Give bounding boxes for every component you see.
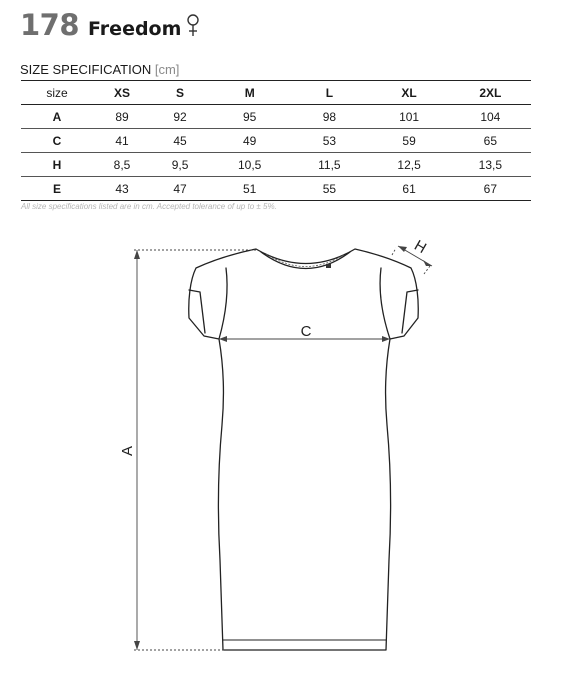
table-cell: 65	[450, 129, 531, 153]
table-cell: 53	[290, 129, 368, 153]
neckline-trim	[261, 252, 350, 269]
table-cell: 104	[450, 105, 531, 129]
table-cell: 92	[151, 105, 209, 129]
table-cell: 8,5	[93, 153, 151, 177]
table-cell: 95	[209, 105, 290, 129]
neck-label	[326, 264, 331, 268]
table-cell: 101	[368, 105, 449, 129]
table-cell: 89	[93, 105, 151, 129]
left-armhole-seam	[219, 268, 227, 339]
row-label: H	[21, 153, 93, 177]
section-title-text: SIZE SPECIFICATION	[20, 62, 152, 77]
table-cell: 13,5	[450, 153, 531, 177]
left-sleeve-cuff	[189, 290, 205, 333]
neckline-stitch	[266, 254, 345, 267]
model-name: Freedom	[88, 18, 182, 40]
dimension-label-h: H	[411, 237, 430, 258]
table-cell: 12,5	[368, 153, 449, 177]
table-cell: 98	[290, 105, 368, 129]
table-cell: 45	[151, 129, 209, 153]
column-header: S	[151, 81, 209, 105]
table-cell: 47	[151, 177, 209, 201]
dimension-label-c: C	[300, 323, 312, 340]
section-unit: [cm]	[154, 62, 180, 77]
right-armhole-seam	[380, 268, 390, 339]
row-label: E	[21, 177, 93, 201]
table-cell: 11,5	[290, 153, 368, 177]
table-cell: 49	[209, 129, 290, 153]
right-sleeve-cuff	[402, 290, 418, 333]
table-cell: 51	[209, 177, 290, 201]
row-label: C	[21, 129, 93, 153]
dress-outline	[189, 249, 418, 650]
table-cell: 55	[290, 177, 368, 201]
column-header: 2XL	[450, 81, 531, 105]
column-header: M	[209, 81, 290, 105]
table-cell: 61	[368, 177, 449, 201]
table-cell: 10,5	[209, 153, 290, 177]
column-header: size	[21, 81, 93, 105]
table-cell: 41	[93, 129, 151, 153]
table-cell: 43	[93, 177, 151, 201]
table-cell: 67	[450, 177, 531, 201]
column-header: XL	[368, 81, 449, 105]
tolerance-note: All size specifications listed are in cm. Accepted tolerance of up to ± 5%.	[21, 202, 277, 211]
dimension-label-a: A	[119, 445, 136, 457]
model-number: 178	[20, 8, 80, 42]
table-cell: 59	[368, 129, 449, 153]
row-label: A	[21, 105, 93, 129]
column-header: L	[290, 81, 368, 105]
table-cell: 9,5	[151, 153, 209, 177]
column-header: XS	[93, 81, 151, 105]
